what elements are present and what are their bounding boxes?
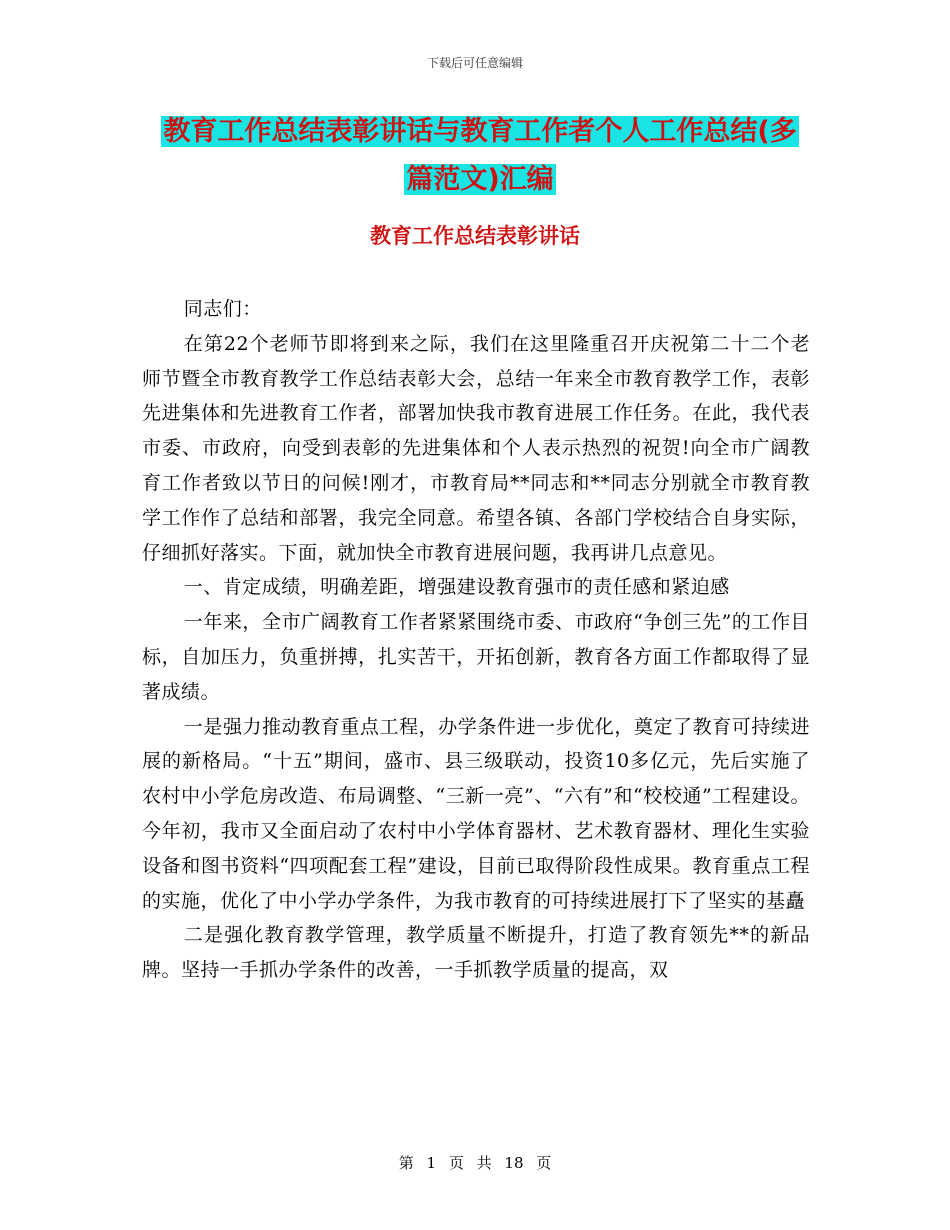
body-paragraph: 二是强化教育教学管理，教学质量不断提升，打造了教育领先**的新品牌。坚持一手抓办学条件的改善，一手抓教学质量的提高，双 [142,924,810,982]
page-label-prefix: 第 [398,1154,414,1172]
body-paragraph: 在第22个老师节即将到来之际，我们在这里隆重召开庆祝第二十二个老师节暨全市教育教学工作总结表彰大会，总结一年来全市教育教学工作，表彰先进集体和先进教育工作者，部署加快我市教育进展工作任务。在此，我代表市委、市政府，向受到表彰的先进集体和个人表示热烈的祝贺!向全市广阔教育工作者致以节日的问候!刚才，市教育局**同志和**同志分别就全市教育教学工作作了总结和部署，我完全同意。希望各镇、各部门学校结合自身实际，仔细抓好落实。下面，就加快全市教育进展问题，我再讲几点意见。 [142,332,810,564]
total-suffix: 页 [536,1154,552,1172]
header-note: 下载后可任意编辑 [426,56,523,70]
body-heading: 一、肯定成绩，明确差距，增强建设教育强市的责任感和紧迫感 [183,576,730,599]
document-title-line-1: 教育工作总结表彰讲话与教育工作者个人工作总结(多 [163,116,797,147]
section-title: 教育工作总结表彰讲话 [370,224,580,248]
body-paragraph: 一年来，全市广阔教育工作者紧紧围绕市委、市政府“争创三先”的工作目标，自加压力，负重拼搏，扎实苦干，开拓创新，教育各方面工作都取得了显著成绩。 [142,611,810,703]
total-prefix: 共 [476,1154,492,1172]
page-footer [0,1152,950,1173]
page-number: 1 [426,1154,437,1172]
body-paragraph: 一是强力推动教育重点工程，办学条件进一步优化，奠定了教育可持续进展的新格局。“十五”期间，盛市、县三级联动，投资10多亿元，先后实施了农村中小学危房改造、布局调整、“三新一亮”、“六有”和“校校通”工程建设。今年初，我市又全面启动了农村中小学体育器材、艺术教育器材、理化生实验设备和图书资料“四项配套工程”建设，目前已取得阶段性成果。教育重点工程的实施，优化了中小学办学条件，为我市教育的可持续进展打下了坚实的基矗 [142,715,810,912]
document-title [140,108,820,204]
document-body [142,292,810,988]
total-pages: 18 [504,1154,524,1172]
page-label-mid: 页 [448,1154,464,1172]
document-title-line-2: 篇范文)汇编 [406,164,554,195]
salutation: 同志们： [183,298,262,320]
